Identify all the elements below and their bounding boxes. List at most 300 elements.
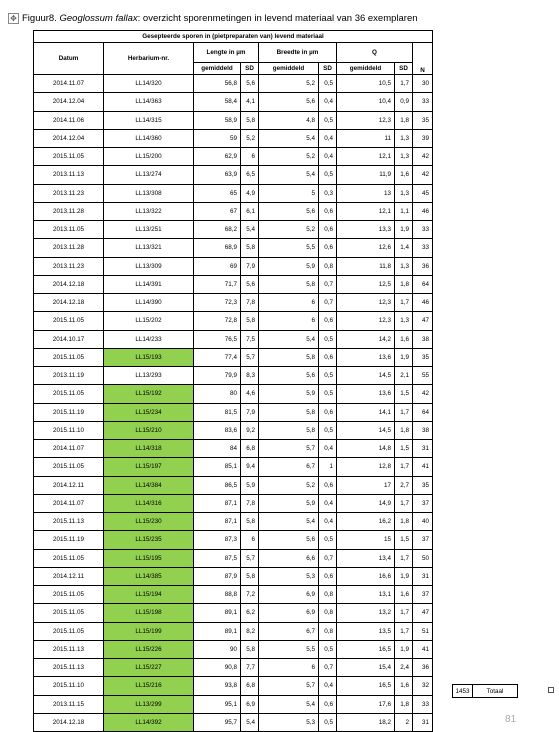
cell-datum: 2015.11.10 bbox=[34, 421, 104, 439]
cell-breedte-sd: 0,5 bbox=[319, 713, 337, 731]
cell-breedte-gemiddeld: 5,6 bbox=[259, 93, 319, 111]
cell-q-sd: 1,8 bbox=[395, 421, 413, 439]
cell-breedte-sd: 0,4 bbox=[319, 129, 337, 147]
cell-lengte-sd: 6,5 bbox=[241, 166, 259, 184]
cell-lengte-sd: 6,8 bbox=[241, 440, 259, 458]
cell-lengte-sd: 7,8 bbox=[241, 294, 259, 312]
cell-breedte-gemiddeld: 4,8 bbox=[259, 111, 319, 129]
cell-breedte-gemiddeld: 6,9 bbox=[259, 604, 319, 622]
cell-q-sd: 1,3 bbox=[395, 148, 413, 166]
cell-breedte-gemiddeld: 5,6 bbox=[259, 531, 319, 549]
cell-n: 42 bbox=[413, 385, 433, 403]
table-row bbox=[34, 111, 433, 129]
cell-q-sd: 1,5 bbox=[395, 531, 413, 549]
cell-datum: 2014.11.07 bbox=[34, 440, 104, 458]
cell-herbarium: LL15/199 bbox=[104, 622, 194, 640]
cell-n: 31 bbox=[413, 440, 433, 458]
cell-lengte-gemiddeld: 86,5 bbox=[194, 476, 241, 494]
cell-n: 36 bbox=[413, 659, 433, 677]
cell-q-gemiddeld: 13,2 bbox=[337, 604, 395, 622]
cell-breedte-gemiddeld: 5,2 bbox=[259, 75, 319, 93]
cell-breedte-sd: 0,6 bbox=[319, 695, 337, 713]
cell-breedte-gemiddeld: 5,8 bbox=[259, 403, 319, 421]
cell-herbarium: LL15/193 bbox=[104, 348, 194, 366]
cell-breedte-gemiddeld: 5,5 bbox=[259, 640, 319, 658]
cell-q-gemiddeld: 12,3 bbox=[337, 312, 395, 330]
cell-n: 41 bbox=[413, 458, 433, 476]
cell-breedte-gemiddeld: 5,4 bbox=[259, 330, 319, 348]
group-title: Gesepteerde sporen in (pietpreparaten van) levend materiaal bbox=[34, 31, 433, 43]
cell-n: 31 bbox=[413, 567, 433, 585]
cell-lengte-sd: 5,6 bbox=[241, 75, 259, 93]
cell-q-sd: 1,9 bbox=[395, 640, 413, 658]
table-row bbox=[34, 713, 433, 731]
cell-n: 46 bbox=[413, 202, 433, 220]
cell-lengte-sd: 5,6 bbox=[241, 275, 259, 293]
cell-n: 36 bbox=[413, 257, 433, 275]
cell-breedte-sd: 0,6 bbox=[319, 403, 337, 421]
cell-herbarium: LL15/227 bbox=[104, 659, 194, 677]
spore-measurements-table bbox=[33, 30, 433, 732]
cell-herbarium: LL15/226 bbox=[104, 640, 194, 658]
cell-breedte-sd: 0,6 bbox=[319, 239, 337, 257]
cell-breedte-gemiddeld: 6,7 bbox=[259, 458, 319, 476]
cell-q-sd: 1,7 bbox=[395, 75, 413, 93]
cell-breedte-sd: 0,5 bbox=[319, 421, 337, 439]
cell-herbarium: LL13/322 bbox=[104, 202, 194, 220]
cell-datum: 2015.11.05 bbox=[34, 458, 104, 476]
table-row bbox=[34, 93, 433, 111]
cell-q-sd: 1,7 bbox=[395, 458, 413, 476]
table-row bbox=[34, 239, 433, 257]
cell-breedte-sd: 0,5 bbox=[319, 111, 337, 129]
cell-lengte-sd: 5,4 bbox=[241, 713, 259, 731]
cell-q-gemiddeld: 13,6 bbox=[337, 348, 395, 366]
cell-q-gemiddeld: 12,1 bbox=[337, 202, 395, 220]
cell-lengte-sd: 7,8 bbox=[241, 494, 259, 512]
table-row bbox=[34, 367, 433, 385]
cell-breedte-sd: 0,7 bbox=[319, 294, 337, 312]
cell-n: 41 bbox=[413, 640, 433, 658]
cell-datum: 2013.11.28 bbox=[34, 202, 104, 220]
cell-breedte-gemiddeld: 5,5 bbox=[259, 239, 319, 257]
cell-lengte-gemiddeld: 80 bbox=[194, 385, 241, 403]
cell-q-sd: 1,9 bbox=[395, 567, 413, 585]
cell-breedte-sd: 0,5 bbox=[319, 330, 337, 348]
cell-breedte-gemiddeld: 6 bbox=[259, 312, 319, 330]
cell-breedte-sd: 0,6 bbox=[319, 476, 337, 494]
table-row bbox=[34, 476, 433, 494]
cell-breedte-sd: 0,4 bbox=[319, 93, 337, 111]
cell-q-sd: 2,7 bbox=[395, 476, 413, 494]
cell-herbarium: LL15/202 bbox=[104, 312, 194, 330]
cell-n: 42 bbox=[413, 148, 433, 166]
cell-lengte-sd: 8,3 bbox=[241, 367, 259, 385]
cell-breedte-sd: 0,8 bbox=[319, 586, 337, 604]
cell-breedte-sd: 0,6 bbox=[319, 348, 337, 366]
cell-breedte-gemiddeld: 6,9 bbox=[259, 586, 319, 604]
cell-q-gemiddeld: 12,8 bbox=[337, 458, 395, 476]
cell-q-gemiddeld: 16,5 bbox=[337, 677, 395, 695]
cell-q-sd: 1,6 bbox=[395, 586, 413, 604]
cell-herbarium: LL15/195 bbox=[104, 549, 194, 567]
table-row bbox=[34, 604, 433, 622]
col-breedte: Breedte in µm bbox=[259, 43, 337, 63]
cell-lengte-gemiddeld: 67 bbox=[194, 202, 241, 220]
cell-herbarium: LL13/309 bbox=[104, 257, 194, 275]
cell-n: 37 bbox=[413, 531, 433, 549]
cell-lengte-sd: 5,8 bbox=[241, 567, 259, 585]
cell-breedte-gemiddeld: 5,6 bbox=[259, 367, 319, 385]
cell-lengte-gemiddeld: 95,1 bbox=[194, 695, 241, 713]
cell-lengte-gemiddeld: 59 bbox=[194, 129, 241, 147]
cell-breedte-gemiddeld: 5,3 bbox=[259, 713, 319, 731]
cell-breedte-gemiddeld: 5,9 bbox=[259, 257, 319, 275]
cell-n: 35 bbox=[413, 348, 433, 366]
cell-datum: 2015.11.05 bbox=[34, 385, 104, 403]
cell-q-gemiddeld: 14,2 bbox=[337, 330, 395, 348]
cell-datum: 2014.11.07 bbox=[34, 494, 104, 512]
cell-datum: 2015.11.13 bbox=[34, 640, 104, 658]
cell-lengte-sd: 7,9 bbox=[241, 403, 259, 421]
total-value: 1453 bbox=[453, 685, 473, 698]
cell-n: 39 bbox=[413, 129, 433, 147]
cell-herbarium: LL15/216 bbox=[104, 677, 194, 695]
table-row bbox=[34, 257, 433, 275]
cell-datum: 2015.11.05 bbox=[34, 549, 104, 567]
cell-q-gemiddeld: 17 bbox=[337, 476, 395, 494]
cell-breedte-sd: 0,8 bbox=[319, 622, 337, 640]
cell-lengte-gemiddeld: 72,8 bbox=[194, 312, 241, 330]
cell-herbarium: LL14/391 bbox=[104, 275, 194, 293]
cell-n: 47 bbox=[413, 312, 433, 330]
cell-q-gemiddeld: 13,1 bbox=[337, 586, 395, 604]
cell-breedte-sd: 0,4 bbox=[319, 440, 337, 458]
cell-lengte-sd: 5,7 bbox=[241, 549, 259, 567]
table-row bbox=[34, 531, 433, 549]
cell-lengte-sd: 4,1 bbox=[241, 93, 259, 111]
cell-herbarium: LL13/308 bbox=[104, 184, 194, 202]
cell-q-sd: 1,8 bbox=[395, 513, 413, 531]
cell-datum: 2013.11.05 bbox=[34, 221, 104, 239]
cell-herbarium: LL14/315 bbox=[104, 111, 194, 129]
cell-n: 64 bbox=[413, 403, 433, 421]
table-row bbox=[34, 549, 433, 567]
cell-lengte-gemiddeld: 68,9 bbox=[194, 239, 241, 257]
table-row bbox=[34, 494, 433, 512]
caption-species: Geoglossum fallax bbox=[59, 13, 138, 24]
table-row bbox=[34, 148, 433, 166]
cell-q-gemiddeld: 16,2 bbox=[337, 513, 395, 531]
cell-breedte-sd: 0,5 bbox=[319, 367, 337, 385]
cell-q-gemiddeld: 14,1 bbox=[337, 403, 395, 421]
cell-breedte-sd: 0,6 bbox=[319, 202, 337, 220]
cell-q-sd: 1,6 bbox=[395, 677, 413, 695]
cell-lengte-sd: 5,4 bbox=[241, 221, 259, 239]
cell-datum: 2014.10.17 bbox=[34, 330, 104, 348]
table-row bbox=[34, 385, 433, 403]
cell-breedte-sd: 0,3 bbox=[319, 184, 337, 202]
cell-q-gemiddeld: 16,5 bbox=[337, 640, 395, 658]
cell-breedte-sd: 0,6 bbox=[319, 567, 337, 585]
cell-q-sd: 1,6 bbox=[395, 166, 413, 184]
col-q-gemiddeld: gemiddeld bbox=[337, 63, 395, 75]
cell-q-sd: 1,8 bbox=[395, 275, 413, 293]
cell-datum: 2013.11.28 bbox=[34, 239, 104, 257]
cell-lengte-gemiddeld: 72,3 bbox=[194, 294, 241, 312]
cell-q-sd: 1,5 bbox=[395, 385, 413, 403]
cell-lengte-sd: 7,7 bbox=[241, 659, 259, 677]
cell-herbarium: LL15/210 bbox=[104, 421, 194, 439]
cell-q-gemiddeld: 13,3 bbox=[337, 221, 395, 239]
table-row bbox=[34, 622, 433, 640]
cell-breedte-sd: 0,5 bbox=[319, 640, 337, 658]
cell-lengte-sd: 5,9 bbox=[241, 476, 259, 494]
cell-q-sd: 1,3 bbox=[395, 312, 413, 330]
cell-lengte-gemiddeld: 87,1 bbox=[194, 494, 241, 512]
cell-datum: 2014.12.11 bbox=[34, 567, 104, 585]
table-row bbox=[34, 275, 433, 293]
cell-lengte-gemiddeld: 63,9 bbox=[194, 166, 241, 184]
cell-breedte-sd: 0,4 bbox=[319, 148, 337, 166]
cell-lengte-sd: 7,9 bbox=[241, 257, 259, 275]
cell-breedte-gemiddeld: 5,8 bbox=[259, 348, 319, 366]
table-row bbox=[34, 330, 433, 348]
cell-datum: 2013.11.19 bbox=[34, 367, 104, 385]
cell-n: 64 bbox=[413, 275, 433, 293]
cell-lengte-sd: 6 bbox=[241, 148, 259, 166]
cell-lengte-gemiddeld: 84 bbox=[194, 440, 241, 458]
cell-q-gemiddeld: 14,5 bbox=[337, 367, 395, 385]
cell-q-sd: 1,7 bbox=[395, 604, 413, 622]
cell-breedte-sd: 0,7 bbox=[319, 659, 337, 677]
cell-breedte-sd: 0,7 bbox=[319, 275, 337, 293]
table-row bbox=[34, 458, 433, 476]
cell-breedte-gemiddeld: 5,4 bbox=[259, 695, 319, 713]
cell-datum: 2014.12.11 bbox=[34, 476, 104, 494]
cell-q-sd: 1,9 bbox=[395, 348, 413, 366]
cell-lengte-gemiddeld: 90 bbox=[194, 640, 241, 658]
cell-herbarium: LL15/192 bbox=[104, 385, 194, 403]
cell-datum: 2015.11.05 bbox=[34, 312, 104, 330]
cell-lengte-gemiddeld: 62,9 bbox=[194, 148, 241, 166]
cell-lengte-gemiddeld: 65 bbox=[194, 184, 241, 202]
table-row bbox=[34, 659, 433, 677]
cell-herbarium: LL14/316 bbox=[104, 494, 194, 512]
cell-n: 51 bbox=[413, 622, 433, 640]
cell-breedte-gemiddeld: 5,3 bbox=[259, 567, 319, 585]
cell-lengte-gemiddeld: 79,9 bbox=[194, 367, 241, 385]
table-row bbox=[34, 440, 433, 458]
cell-q-sd: 1,4 bbox=[395, 239, 413, 257]
table-row bbox=[34, 312, 433, 330]
cell-breedte-sd: 0,5 bbox=[319, 166, 337, 184]
cell-q-gemiddeld: 14,8 bbox=[337, 440, 395, 458]
cell-q-gemiddeld: 13,6 bbox=[337, 385, 395, 403]
cell-breedte-gemiddeld: 5,4 bbox=[259, 166, 319, 184]
cell-lengte-sd: 5,8 bbox=[241, 640, 259, 658]
cell-lengte-gemiddeld: 81,5 bbox=[194, 403, 241, 421]
cell-lengte-gemiddeld: 87,9 bbox=[194, 567, 241, 585]
cell-lengte-sd: 4,9 bbox=[241, 184, 259, 202]
cell-breedte-gemiddeld: 6 bbox=[259, 294, 319, 312]
col-q-sd: SD bbox=[395, 63, 413, 75]
cell-q-sd: 1,8 bbox=[395, 695, 413, 713]
cell-breedte-sd: 0,8 bbox=[319, 257, 337, 275]
cell-q-gemiddeld: 17,6 bbox=[337, 695, 395, 713]
cell-q-sd: 1,3 bbox=[395, 257, 413, 275]
cell-herbarium: LL14/360 bbox=[104, 129, 194, 147]
cell-herbarium: LL13/299 bbox=[104, 695, 194, 713]
cell-lengte-gemiddeld: 89,1 bbox=[194, 604, 241, 622]
cell-q-gemiddeld: 10,5 bbox=[337, 75, 395, 93]
cell-lengte-gemiddeld: 89,1 bbox=[194, 622, 241, 640]
cell-q-gemiddeld: 12,5 bbox=[337, 275, 395, 293]
col-herbarium: Herbarium-nr. bbox=[104, 43, 194, 75]
cell-lengte-gemiddeld: 87,3 bbox=[194, 531, 241, 549]
cell-n: 31 bbox=[413, 713, 433, 731]
cell-breedte-sd: 0,5 bbox=[319, 531, 337, 549]
cell-breedte-gemiddeld: 5,4 bbox=[259, 129, 319, 147]
cell-breedte-sd: 0,7 bbox=[319, 549, 337, 567]
cell-herbarium: LL13/321 bbox=[104, 239, 194, 257]
cell-q-gemiddeld: 15 bbox=[337, 531, 395, 549]
cell-breedte-sd: 0,4 bbox=[319, 677, 337, 695]
cell-breedte-sd: 0,8 bbox=[319, 604, 337, 622]
cell-herbarium: LL15/197 bbox=[104, 458, 194, 476]
cell-lengte-gemiddeld: 85,1 bbox=[194, 458, 241, 476]
cell-herbarium: LL14/390 bbox=[104, 294, 194, 312]
cell-q-gemiddeld: 12,3 bbox=[337, 294, 395, 312]
cell-herbarium: LL15/198 bbox=[104, 604, 194, 622]
cell-lengte-gemiddeld: 88,8 bbox=[194, 586, 241, 604]
cell-lengte-gemiddeld: 69 bbox=[194, 257, 241, 275]
cell-lengte-sd: 9,2 bbox=[241, 421, 259, 439]
cell-lengte-sd: 5,8 bbox=[241, 312, 259, 330]
cell-lengte-gemiddeld: 90,8 bbox=[194, 659, 241, 677]
table-resize-handle[interactable] bbox=[548, 687, 554, 693]
table-row bbox=[34, 513, 433, 531]
cell-lengte-sd: 5,8 bbox=[241, 111, 259, 129]
cell-breedte-gemiddeld: 5,2 bbox=[259, 148, 319, 166]
total-label: Totaal bbox=[473, 685, 518, 698]
cell-n: 40 bbox=[413, 513, 433, 531]
cell-q-sd: 1,7 bbox=[395, 294, 413, 312]
cell-q-gemiddeld: 11,8 bbox=[337, 257, 395, 275]
cell-q-sd: 1,7 bbox=[395, 403, 413, 421]
cell-datum: 2014.12.04 bbox=[34, 129, 104, 147]
total-table bbox=[452, 684, 518, 698]
table-row bbox=[34, 640, 433, 658]
cell-herbarium: LL14/385 bbox=[104, 567, 194, 585]
cell-q-gemiddeld: 12,6 bbox=[337, 239, 395, 257]
cell-n: 33 bbox=[413, 93, 433, 111]
cell-breedte-sd: 0,5 bbox=[319, 75, 337, 93]
table-row bbox=[34, 567, 433, 585]
cell-n: 33 bbox=[413, 695, 433, 713]
table-row bbox=[34, 348, 433, 366]
col-lengte-sd: SD bbox=[241, 63, 259, 75]
cell-datum: 2013.11.15 bbox=[34, 695, 104, 713]
cell-herbarium: LL14/384 bbox=[104, 476, 194, 494]
col-breedte-gemiddeld: gemiddeld bbox=[259, 63, 319, 75]
cell-lengte-sd: 7,2 bbox=[241, 586, 259, 604]
cell-n: 55 bbox=[413, 367, 433, 385]
cell-n: 45 bbox=[413, 184, 433, 202]
cell-n: 50 bbox=[413, 549, 433, 567]
cell-lengte-gemiddeld: 71,7 bbox=[194, 275, 241, 293]
cell-lengte-gemiddeld: 77,4 bbox=[194, 348, 241, 366]
cell-herbarium: LL14/363 bbox=[104, 93, 194, 111]
cell-n: 35 bbox=[413, 111, 433, 129]
cell-herbarium: LL13/293 bbox=[104, 367, 194, 385]
cell-datum: 2014.11.07 bbox=[34, 75, 104, 93]
cell-q-sd: 1,1 bbox=[395, 202, 413, 220]
cell-n: 30 bbox=[413, 75, 433, 93]
cell-lengte-sd: 5,2 bbox=[241, 129, 259, 147]
cell-breedte-gemiddeld: 5,2 bbox=[259, 221, 319, 239]
cell-lengte-sd: 5,8 bbox=[241, 513, 259, 531]
cell-breedte-gemiddeld: 5,4 bbox=[259, 513, 319, 531]
cell-datum: 2015.11.05 bbox=[34, 148, 104, 166]
cell-q-gemiddeld: 12,3 bbox=[337, 111, 395, 129]
cell-lengte-gemiddeld: 76,5 bbox=[194, 330, 241, 348]
cell-breedte-sd: 0,4 bbox=[319, 494, 337, 512]
cell-n: 33 bbox=[413, 221, 433, 239]
cell-breedte-sd: 0,4 bbox=[319, 513, 337, 531]
cell-datum: 2014.12.18 bbox=[34, 294, 104, 312]
cell-q-gemiddeld: 14,9 bbox=[337, 494, 395, 512]
cell-herbarium: LL14/318 bbox=[104, 440, 194, 458]
cell-breedte-gemiddeld: 5,9 bbox=[259, 494, 319, 512]
cell-herbarium: LL14/320 bbox=[104, 75, 194, 93]
cell-n: 42 bbox=[413, 166, 433, 184]
table-row bbox=[34, 166, 433, 184]
col-lengte: Lengte in µm bbox=[194, 43, 259, 63]
cell-lengte-gemiddeld: 83,6 bbox=[194, 421, 241, 439]
cell-q-sd: 2,4 bbox=[395, 659, 413, 677]
cell-lengte-sd: 5,8 bbox=[241, 239, 259, 257]
cell-datum: 2015.11.05 bbox=[34, 348, 104, 366]
cell-q-gemiddeld: 11 bbox=[337, 129, 395, 147]
cell-q-sd: 1,8 bbox=[395, 111, 413, 129]
table-row bbox=[34, 677, 433, 695]
cell-n: 38 bbox=[413, 421, 433, 439]
cell-datum: 2013.11.23 bbox=[34, 184, 104, 202]
cell-lengte-sd: 5,7 bbox=[241, 348, 259, 366]
cell-datum: 2014.12.18 bbox=[34, 275, 104, 293]
cell-n: 35 bbox=[413, 476, 433, 494]
cell-lengte-sd: 6,9 bbox=[241, 695, 259, 713]
caption-suffix: : overzicht sporenmetingen in levend materiaal van 36 exemplaren bbox=[137, 13, 418, 24]
cell-herbarium: LL15/200 bbox=[104, 148, 194, 166]
cell-lengte-sd: 6 bbox=[241, 531, 259, 549]
cell-q-gemiddeld: 12,1 bbox=[337, 148, 395, 166]
cell-q-sd: 2 bbox=[395, 713, 413, 731]
cell-q-sd: 1,6 bbox=[395, 330, 413, 348]
cell-lengte-gemiddeld: 58,9 bbox=[194, 111, 241, 129]
cell-lengte-gemiddeld: 56,8 bbox=[194, 75, 241, 93]
cell-breedte-gemiddeld: 5,7 bbox=[259, 677, 319, 695]
cell-breedte-gemiddeld: 5,8 bbox=[259, 275, 319, 293]
table-row bbox=[34, 129, 433, 147]
cell-lengte-gemiddeld: 87,1 bbox=[194, 513, 241, 531]
cell-herbarium: LL14/392 bbox=[104, 713, 194, 731]
table-move-handle-icon[interactable]: ✥ bbox=[8, 13, 19, 24]
table-row bbox=[34, 294, 433, 312]
cell-q-gemiddeld: 15,4 bbox=[337, 659, 395, 677]
cell-n: 33 bbox=[413, 239, 433, 257]
